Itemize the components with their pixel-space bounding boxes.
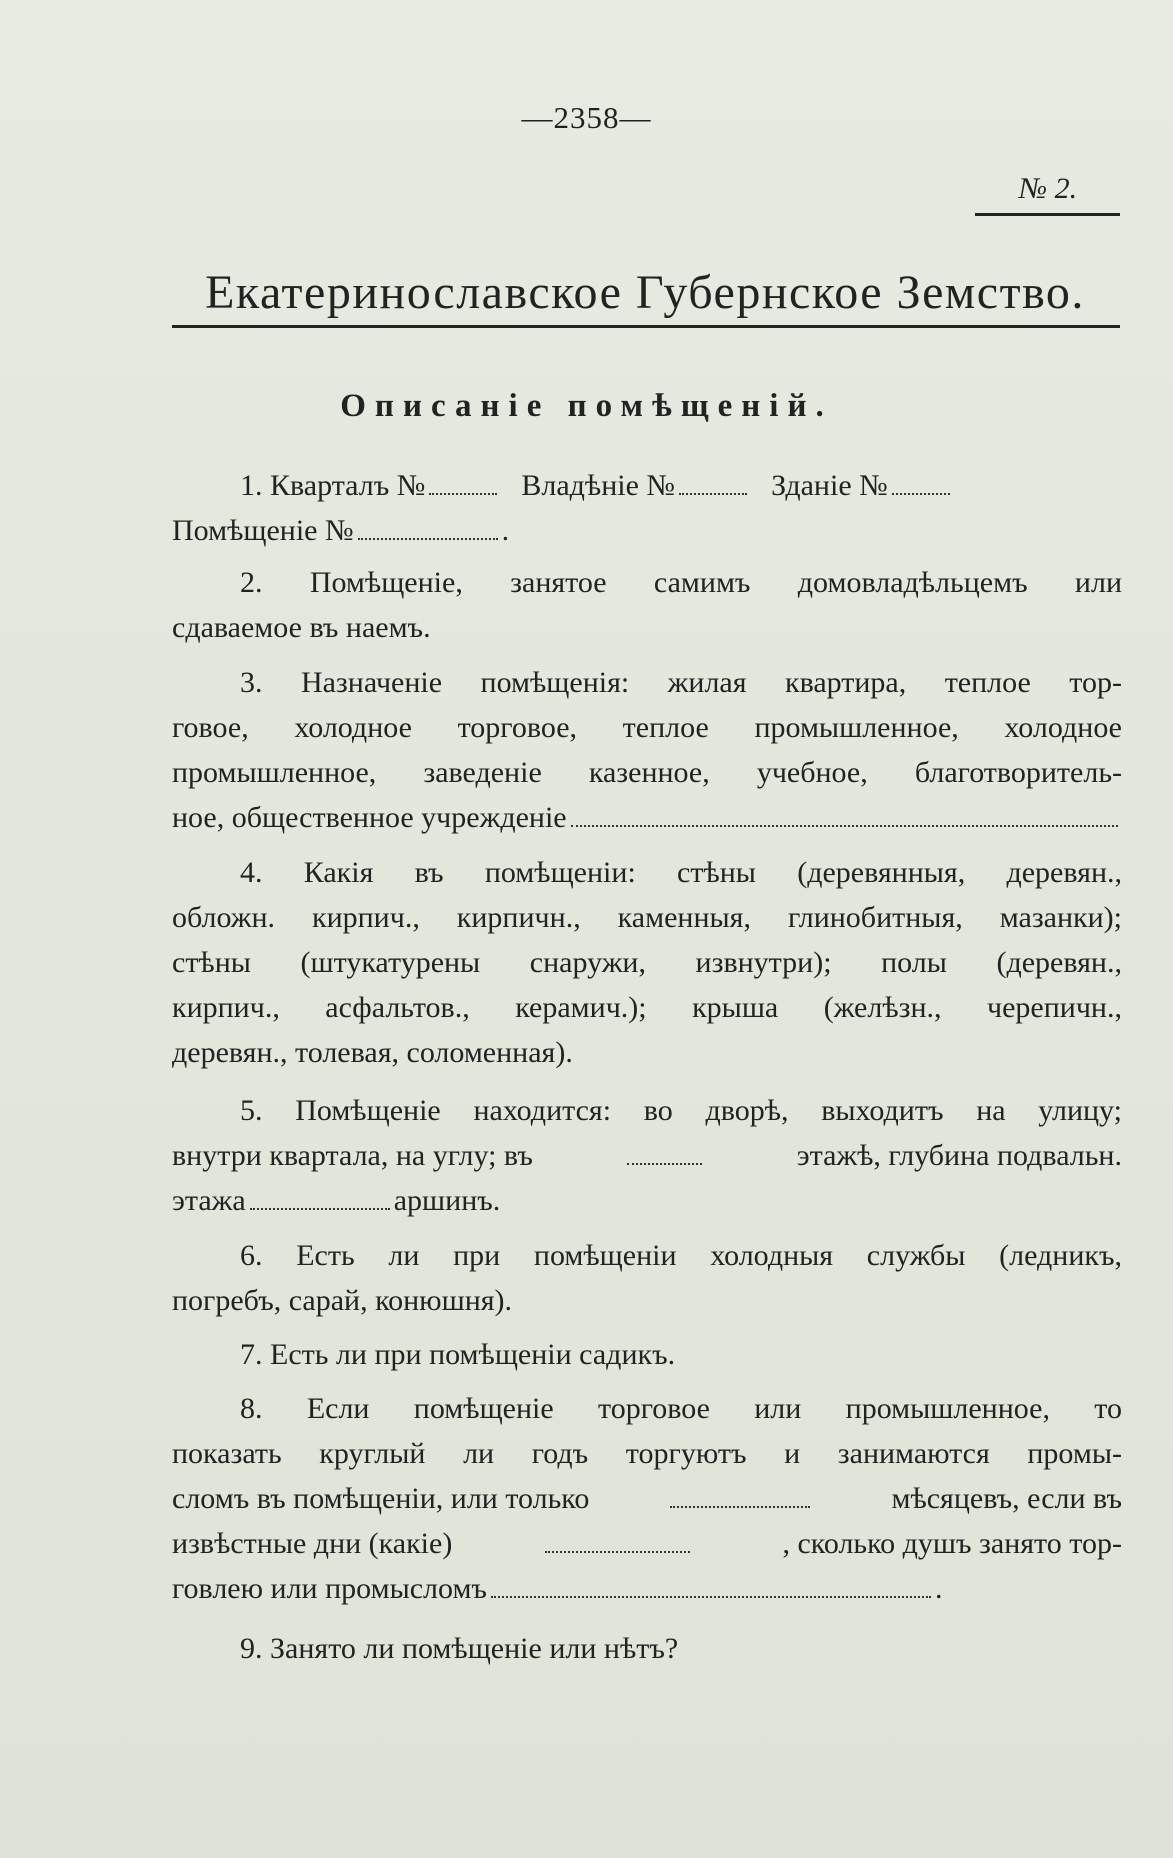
item-1-building-label: Зданіе № — [771, 469, 888, 502]
item-5-line-2-start: внутри квартала, на углу; въ — [172, 1139, 533, 1172]
item-7 — [172, 1332, 1122, 1377]
purpose-blank[interactable] — [571, 801, 1118, 827]
item-6 — [172, 1233, 1122, 1323]
item-8-line-1: 8. Если помѣщеніе торговое или промышленное, то — [240, 1392, 1122, 1425]
item-3-line-2: говое, холодное торговое, теплое промышленное, холодное — [172, 711, 1122, 744]
item-3-line-4: ное, общественное учрежденіе — [172, 801, 567, 834]
item-8-line-3-end: мѣсяцевъ, если въ — [891, 1482, 1122, 1515]
item-1 — [172, 463, 1122, 553]
item-8-line-4-start: извѣстные дни (какіе) — [172, 1527, 453, 1560]
institution-title: Екатеринославское Губернское Земство. — [205, 266, 1085, 319]
item-6-line-2: погребъ, сарай, конюшня). — [172, 1284, 513, 1317]
item-1-period: . — [501, 514, 510, 547]
form-number-underline — [975, 213, 1120, 216]
months-blank[interactable] — [670, 1482, 810, 1508]
building-number-blank[interactable] — [892, 469, 950, 495]
item-1-quarter-label: 1. Кварталъ № — [240, 469, 426, 502]
premises-number-blank[interactable] — [358, 514, 498, 540]
item-8-line-4-end: , сколько душъ занято тор- — [782, 1527, 1122, 1560]
form-subtitle: Описаніе помѣщеній. — [340, 388, 833, 424]
item-4 — [172, 850, 1122, 1075]
item-8-line-5-start: говлею или промысломъ — [172, 1572, 487, 1605]
title-underline — [172, 325, 1120, 328]
item-2-line-1: 2. Помѣщеніе, занятое самимъ домовладѣльцемъ или — [240, 566, 1122, 599]
item-5 — [172, 1088, 1122, 1223]
item-2-line-2: сдаваемое въ наемъ. — [172, 611, 431, 644]
form-number: № 2. — [1018, 172, 1078, 205]
item-4-line-1: 4. Какія въ помѣщеніи: стѣны (деревянныя, деревян., — [240, 856, 1122, 889]
item-9 — [172, 1626, 1122, 1671]
days-blank[interactable] — [545, 1527, 690, 1553]
item-3-line-1: 3. Назначеніе помѣщенія: жилая квартира, теплое тор- — [240, 666, 1122, 699]
item-3 — [172, 660, 1122, 840]
item-4-line-3: стѣны (штукатурены снаружи, извнутри); полы (деревян., — [172, 946, 1122, 979]
item-1-ownership-label: Владѣніе № — [521, 469, 676, 502]
item-7-line-1: 7. Есть ли при помѣщеніи садикъ. — [240, 1338, 676, 1371]
item-1-premises-label: Помѣщеніе № — [172, 514, 354, 547]
item-8-line-5-end: . — [934, 1572, 943, 1605]
page-number: —2358— — [521, 100, 652, 135]
item-8-line-2: показать круглый ли годъ торгуютъ и занимаются промы- — [172, 1437, 1122, 1470]
item-9-line-1: 9. Занято ли помѣщеніе или нѣтъ? — [240, 1632, 679, 1665]
item-4-line-4: кирпич., асфальтов., керамич.); крыша (желѣзн., черепичн., — [172, 991, 1122, 1024]
quarter-number-blank[interactable] — [429, 469, 497, 495]
floor-blank[interactable] — [627, 1139, 702, 1165]
item-5-line-2-end: этажѣ, глубина подвальн. — [796, 1139, 1122, 1172]
item-3-line-3: промышленное, заведеніе казенное, учебное, благотворитель- — [172, 756, 1122, 789]
item-8 — [172, 1386, 1122, 1611]
item-2 — [172, 560, 1122, 650]
persons-blank[interactable] — [491, 1572, 931, 1598]
item-6-line-1: 6. Есть ли при помѣщеніи холодныя службы (ледникъ, — [240, 1239, 1122, 1272]
basement-depth-blank[interactable] — [250, 1184, 390, 1210]
item-4-line-2: обложн. кирпич., кирпичн., каменныя, глинобитныя, мазанки); — [172, 901, 1122, 934]
item-4-line-5: деревян., толевая, соломенная). — [172, 1036, 573, 1069]
item-5-line-1: 5. Помѣщеніе находится: во дворѣ, выходитъ на улицу; — [240, 1094, 1122, 1127]
ownership-number-blank[interactable] — [679, 469, 747, 495]
item-8-line-3-start: сломъ въ помѣщеніи, или только — [172, 1482, 590, 1515]
item-5-line-3-start: этажа — [172, 1184, 246, 1217]
item-5-line-3-end: аршинъ. — [393, 1184, 501, 1217]
